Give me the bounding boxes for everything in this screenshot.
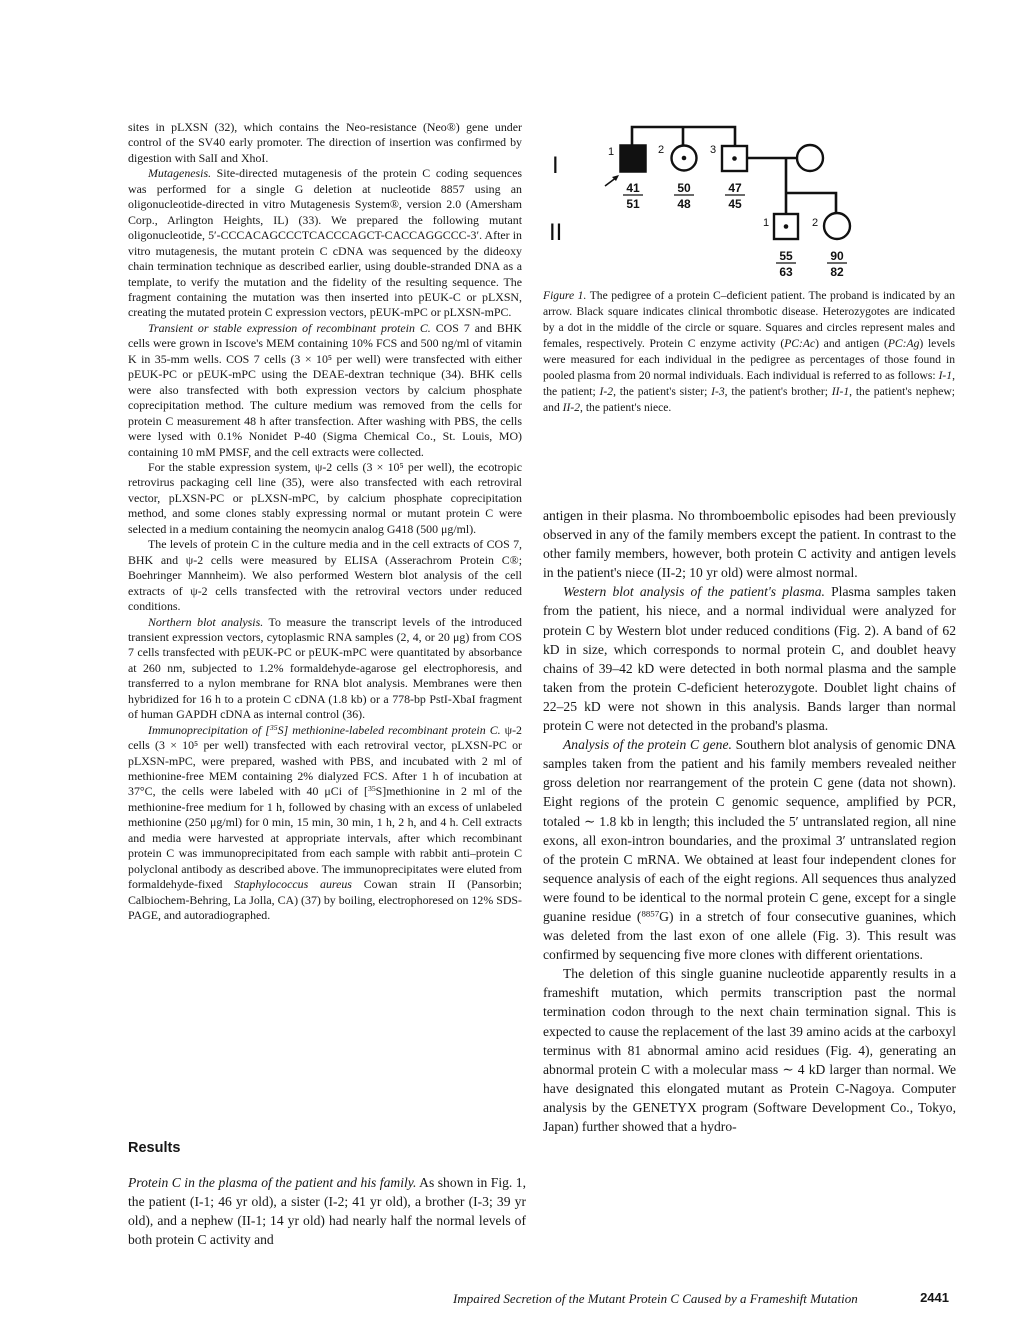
page-footer xyxy=(453,1291,963,1307)
svg-text:82: 82 xyxy=(830,265,844,279)
subheading-immunoprecipitation: Immunoprecipitation of [$^{35}$S] methionine-labeled recombinant protein C. xyxy=(148,722,501,737)
results-column xyxy=(128,1173,526,1249)
paragraph-elisa: The levels of protein C in the culture media and in the cell extracts of COS 7, BHK and ψ-2 cells were measured by ELISA (Asserachrom Protein C®; Boehringer Mannheim). We also performed Western blot analysis of the cell extracts of ψ-2 cells transfected with the retroviral vectors under reduced conditions. xyxy=(128,537,522,614)
paragraph-gene-analysis: Analysis of the protein C gene. Southern blot analysis of genomic DNA samples taken from the patient and his family members revealed neither gross deletion nor rearrangement of the protein C gene (data not shown). Eight regions of the protein C genomic sequence, amplified by PCR, totaled ∼ 1.8 kb in length; this included the 5′ untranslated region, all nine exons, all exon-intron boundaries, and the proximal 3′ untranslated region of the protein C mRNA. We obtained at least four independent clones for sequence analysis of each of the eight regions. All sequences thus analyzed were found to be identical to the normal protein C gene, except for a single guanine residue ($^{8857}$G) in a stretch of four consecutive guanines, which was deleted from the last exon of one allele (Fig. 3). This result was confirmed by sequencing five more clones with different orientations. xyxy=(543,737,956,963)
subheading-mutagenesis: Mutagenesis. xyxy=(148,166,212,181)
svg-text:48: 48 xyxy=(677,197,691,211)
subheading-gene-analysis: Analysis of the protein C gene. xyxy=(563,737,732,753)
running-title: Impaired Secretion of the Mutant Protein C Caused by a Frameshift Mutation xyxy=(453,1291,858,1306)
subheading-northern-blot: Northern blot analysis. xyxy=(148,614,264,629)
paragraph-frameshift: The deletion of this single guanine nucleotide apparently results in a frameshift mutation, which permits transcription past the normal termination codon through to the next chain termination signal. This is expected to cause the replacement of the last 39 amino acids at the carboxyl terminus with 81 abnormal amino acid residues (Fig. 4), generating an abnormal protein C with a molecular mass ∼ 4 kD larger than normal. We have designated this elongated mutant as Protein C-Nagoya. Computer analysis by the GENETYX program (Software Development Co., Tokyo, Japan) further showed that a hydro- xyxy=(543,966,956,1134)
subheading-transient-expression: Transient or stable expression of recombinant protein C. xyxy=(148,320,431,335)
svg-text:51: 51 xyxy=(626,197,640,211)
paragraph-plasma-protein-c: Protein C in the plasma of the patient and his family. As shown in Fig. 1, the patient (I-1; 46 yr old), a sister (I-2; 41 yr old), a brother (I-3; 39 yr old), and a nephew (II-1; 14 yr old) had nearly half the normal levels of both protein C activity and xyxy=(128,1175,527,1248)
individual-II-2 xyxy=(812,213,850,279)
subheading-plasma-protein-c: Protein C in the plasma of the patient and his family. xyxy=(128,1175,417,1190)
paragraph-stable-expression: For the stable expression system, ψ-2 cells (3 × 10⁵ per well), the ecotropic retrovirus packaging cell line (35), were also transfected with each retroviral vector, pLXSN-PC or pLXSN-mPC, by calcium phosphate coprecipitation method, and some clones stably expressing normal or mutant protein C were selected in a medium containing the neomycin analog G418 (500 μg/ml). xyxy=(128,459,522,536)
paragraph-mutagenesis: Mutagenesis. Site-directed mutagenesis of the protein C coding sequences was performed for a single G deletion at nucleotide 8857 using an oligonucleotide-directed in vitro Mutagenesis System®, version 2.0 (Amersham Corp., Arlington Heights, IL) (33). We prepared the following mutant oligonucleotide, 5′-CCCACAGCCCTCACCCAGCT-CACCAGGCCC-3′. After in vitro mutagenesis, the mutant protein C cDNA was sequenced by the dideoxy chain termination technique as described earlier, using double-stranded DNA as a template, to verify the mutation and the fidelity of the resulting sequence. The fragment containing the mutation was then inserted into pEUK-C or pLXSN, creating the mutated protein C expression vectors, pEUK-mPC or pLXSN-mPC. xyxy=(128,166,522,320)
svg-text:3: 3 xyxy=(710,144,717,156)
svg-text:45: 45 xyxy=(728,197,742,211)
generation-label-I: I xyxy=(552,152,559,179)
figure-1-pedigree xyxy=(540,115,880,287)
figure-1-caption: Figure 1. The pedigree of a protein C–deficient patient. The proband is indicated by an arrow. Black square indicates clinical thrombotic disease. Heterozygotes are indicated by a dot in the middle of the circle or square. Squares and circles represent males and females, respectively. Protein C enzyme activity (PC:Ac) and antigen (PC:Ag) levels were measured for each individual in the pedigree as percentages of those found in pooled plasma from 20 normal individuals. Each individual is referred to as follows: I-1, the patient; I-2, the patient's sister; I-3, the patient's brother; II-1, the patient's nephew; and II-2, the patient's niece. xyxy=(543,289,956,414)
individual-I-1 xyxy=(605,145,646,211)
svg-text:47: 47 xyxy=(728,181,742,195)
individual-II-1 xyxy=(763,214,798,279)
section-heading-results: Results xyxy=(128,1140,181,1156)
methods-column xyxy=(128,120,522,924)
individual-spouse xyxy=(797,145,823,171)
individual-I-2 xyxy=(658,144,697,211)
individual-I-3 xyxy=(710,144,747,211)
results-column-right xyxy=(543,506,956,1136)
paragraph-transient-expression: Transient or stable expression of recombinant protein C. COS 7 and BHK cells were grown in Iscove's MEM containing 10% FCS and 500 ng/ml of vitamin K in 35-mm wells. COS 7 cells (3 × 10⁵ per well) were transfected with either pEUK-PC or pEUK-mPC using the DEAE-dextran technique (34). BHK cells were also transfected with both expression vectors by calcium phosphate coprecipitation method. The culture medium was removed from the cells for protein C measurement 48 h after transfection. After washing with PBS, the cells were lysed with 0.1% Nonidet P-40 (Sigma Chemical Co., St. Louis, MO) containing 10 mM PMSF, and the cell extracts were collected. xyxy=(128,320,522,459)
paragraph-northern-blot: Northern blot analysis. To measure the transcript levels of the introduced transient expression vectors, cytoplasmic RNA samples (2, 4, or 20 μg) from COS 7 cells transfected with pEUK-PC or pEUK-mPC were quantitated by absorbance at 260 nm, subjected to 1.2% formaldehyde-agarose gel electrophoresis, and transferred to a nylon membrane for RNA blot analysis. Membranes were then hybridized for 16 h to a protein C cDNA (1.8 kb) or a 778-bp PstI-XbaI fragment of human GAPDH cDNA as internal control (36). xyxy=(128,614,522,722)
svg-text:50: 50 xyxy=(677,181,691,195)
svg-text:41: 41 xyxy=(626,181,640,195)
paragraph-insertion: sites in pLXSN (32), which contains the Neo-resistance (Neo®) gene under control of the SV40 early promoter. The direction of insertion was confirmed by digestion with SalI and XhoI. xyxy=(128,120,522,165)
svg-text:1: 1 xyxy=(608,146,615,158)
svg-text:63: 63 xyxy=(779,265,793,279)
svg-text:2: 2 xyxy=(812,217,819,229)
generation-label-II: II xyxy=(549,219,563,246)
paragraph-western-blot: Western blot analysis of the patient's plasma. Plasma samples taken from the patient, his niece, and a normal individual were analyzed for protein C by Western blot under reduced conditions (Fig. 2). A band of 62 kD in size, which corresponds to normal protein C, and doublet heavy chains of 39–42 kD were detected in both normal plasma and the sample taken from the protein C-deficient heterozygote. Doublet light chains of 22–25 kD were not shown in this analysis. Bands larger than normal protein C were not detected in the proband's plasma. xyxy=(543,584,956,734)
paragraph-immunoprecipitation: Immunoprecipitation of [$^{35}$S] methionine-labeled recombinant protein C. ψ-2 cells (3 × 10⁵ per well) transfected with each retroviral vector, pLXSN-PC or pLXSN-mPC, were prepared, washed with PBS, and incubated with 2 ml of methionine-free MEM containing 2% dialyzed FCS. After 1 h of incubation at 37°C, the cells were labeled with 40 μCi of [$^{35}$S]methionine in 2 ml of the methionine-free medium for 1 h, followed by chasing with an excess of unlabeled methionine (250 μg/ml) for 0 min, 15 min, 30 min, 1 h, 2 h, and 4 h. Cell extracts and media were harvested at appropriate intervals, after which recombinant protein C was immunoprecipitated from each sample with rabbit anti–protein C polyclonal antibody as described above. The immunoprecipitates were eluted from formaldehyde-fixed Staphylococcus aureus Cowan strain II (Pansorbin; Calbiochem-Behring, La Jolla, CA) (37) by boiling, electrophoresed on 12% SDS-PAGE, and autoradiographed. xyxy=(128,722,522,923)
svg-text:1: 1 xyxy=(763,217,770,229)
svg-text:90: 90 xyxy=(830,249,844,263)
svg-text:55: 55 xyxy=(779,249,793,263)
svg-text:2: 2 xyxy=(658,144,665,156)
figure-label: Figure 1. xyxy=(543,289,587,302)
subheading-western-blot: Western blot analysis of the patient's plasma. xyxy=(563,584,825,600)
page-number: 2441 xyxy=(920,1290,949,1305)
paragraph-antigen: antigen in their plasma. No thromboembolic episodes had been previously observed in any of the family members except the patient. In contrast to the other family members, however, both protein C activity and antigen levels in the patient's niece (II-2; 10 yr old) were almost normal. xyxy=(543,508,956,581)
